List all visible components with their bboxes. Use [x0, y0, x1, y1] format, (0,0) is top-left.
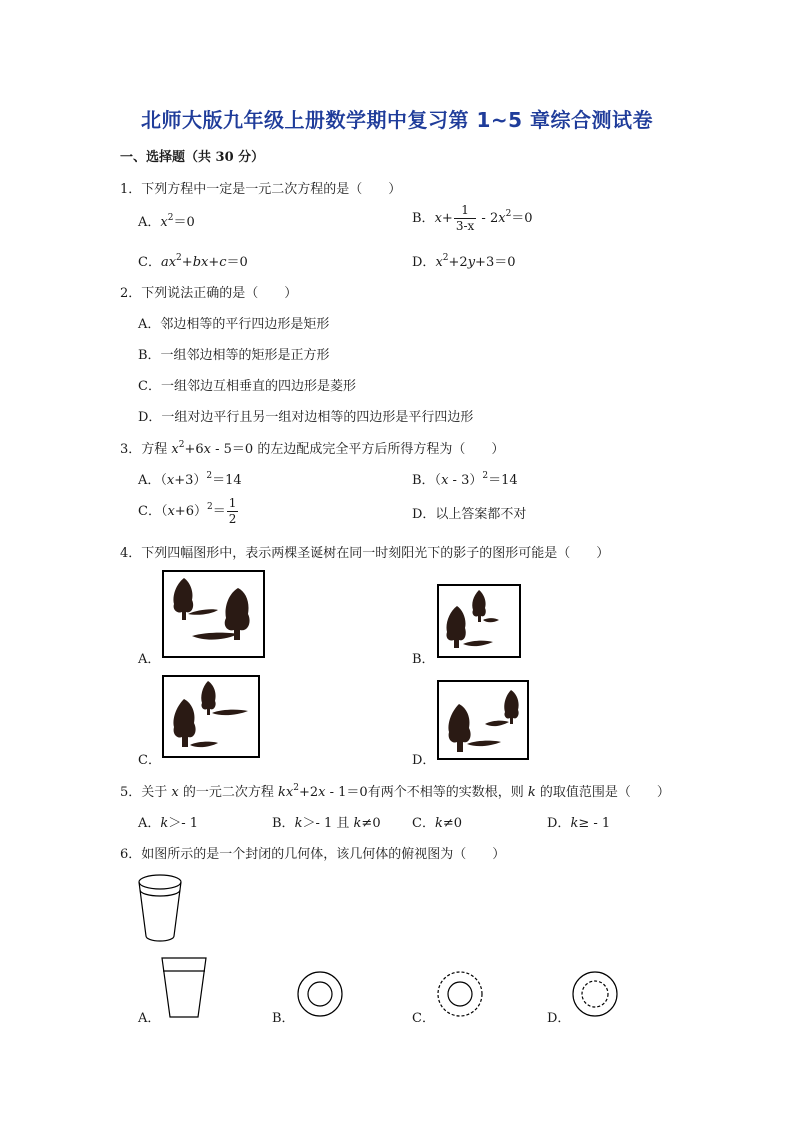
q6-option-b-label: B．	[272, 1011, 295, 1026]
q6-option-a-label: A．	[138, 1011, 161, 1026]
question-2-stem: 2．下列说法正确的是（ ）	[120, 286, 298, 301]
q4-option-c-figure	[162, 675, 260, 758]
q2-option-b: B．一组邻边相等的矩形是正方形	[138, 348, 330, 363]
q4-option-a-label: A．	[138, 652, 161, 667]
page-title: 北师大版九年级上册数学期中复习第 1~5 章综合测试卷	[140, 108, 653, 132]
q1-option-b: B．x+ $\frac{1}{3-x}$ - $2x^2=0$	[412, 203, 533, 233]
q3-option-d: D．以上答案都不对	[412, 507, 527, 522]
q3-option-a: A．$(x+3)^2=14$	[138, 471, 242, 488]
question-5-stem: 5．关于 x 的一元二次方程 $kx^2+2x - 1=0$有两个不相等的实数根，则 k 的取值范围是（ ）	[120, 783, 670, 800]
q1-option-d: D．$x^2+2y+3=0$	[412, 253, 516, 270]
q1-option-a: A．$x^2=0$	[138, 213, 195, 230]
q5-option-a: A．k＞- 1	[138, 816, 199, 831]
q4-option-b-label: B．	[412, 652, 435, 667]
question-3-stem: 3．方程 $x^2+6x - 5=0$ 的左边配成完全平方后所得方程为（ ）	[120, 440, 505, 457]
q6-option-a-figure	[160, 957, 208, 1019]
q3-fraction: $\frac{1}{2}$	[228, 496, 237, 526]
q6-option-c-label: C．	[412, 1011, 435, 1026]
q4-option-b-figure	[437, 584, 521, 658]
q6-option-d-label: D．	[547, 1011, 571, 1026]
q4-option-c-label: C．	[138, 753, 161, 768]
q1-fraction: $\frac{1}{3-x}$	[455, 203, 475, 233]
q2-option-a: A．邻边相等的平行四边形是矩形	[138, 317, 330, 332]
q5-option-d: D．k≥ - 1	[547, 816, 611, 831]
q2-option-d: D．一组对边平行且另一组对边相等的四边形是平行四边形	[138, 410, 474, 425]
q4-option-d-figure	[437, 680, 529, 760]
question-4-stem: 4．下列四幅图形中，表示两棵圣诞树在同一时刻阳光下的影子的图形可能是（ ）	[120, 546, 610, 561]
q6-option-d-figure	[571, 970, 619, 1018]
q4-option-d-label: D．	[412, 753, 436, 768]
q3-option-b: B．（x - 3）$^2$＝14	[412, 471, 518, 488]
q4-option-a-figure	[162, 570, 265, 658]
q2-option-c: C．一组邻边互相垂直的四边形是菱形	[138, 379, 356, 394]
q6-solid-figure	[136, 872, 186, 944]
q1-option-c: C．$ax^2+bx+c=0$	[138, 253, 248, 270]
question-6-stem: 6．如图所示的是一个封闭的几何体，该几何体的俯视图为（ ）	[120, 847, 506, 862]
question-1-stem: 1．下列方程中一定是一元二次方程的是（ ）	[120, 182, 402, 197]
q6-option-b-figure	[296, 970, 344, 1018]
section-heading: 一、选择题（共 30 分）	[120, 150, 265, 165]
q5-option-b: B．k＞- 1 且 k≠0	[272, 816, 381, 831]
q3-option-c: C．$(x+6)^2=$ $\frac{1}{2}$	[138, 496, 237, 526]
q6-option-c-figure	[436, 970, 484, 1018]
q5-option-c: C．k≠0	[412, 816, 463, 831]
